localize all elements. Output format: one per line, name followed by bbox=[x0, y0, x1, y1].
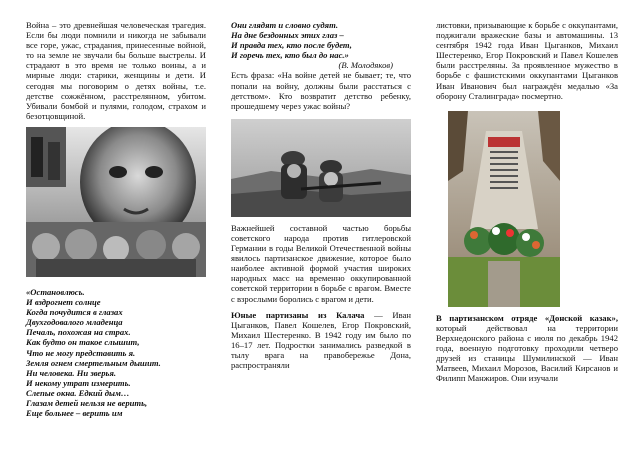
poem-line: И горечь тех, кто был до нас.» bbox=[231, 50, 349, 61]
don-cossack-heading: В партизанском отряде «Донской казак», bbox=[436, 312, 618, 323]
poem-line: И вздрогнет солнце bbox=[26, 297, 101, 308]
poem-line: Когда почудится в глазах bbox=[26, 307, 123, 318]
poem-author: (В. Молодяков) bbox=[338, 60, 393, 71]
kalach-text: — Иван Цыганков, Павел Кошелев, Егор Покровский, Михаил Шестеренко. В 1942 году им было по 16–17 лет. Подростки занимались разведкой в тылу врага на правобережье Дона, распространяли bbox=[231, 309, 411, 371]
kalach-heading: Юные партизаны из Калача bbox=[231, 309, 365, 320]
don-cossack-paragraph bbox=[436, 313, 618, 384]
boy-soldiers-photo bbox=[231, 119, 411, 217]
column-2 bbox=[231, 20, 411, 370]
war-children-collage bbox=[26, 127, 206, 277]
poem-line: Глазам детей нельзя не верить, bbox=[26, 397, 148, 408]
leaflets-paragraph: листовки, призывающие к борьбе с оккупантами, поджигали вражеские базы и автомашины. 13 сентября 1942 года Иван Цыганков, Михаил Шестеренко, Егор Покровский и Павел Кошелев были расстреляны. За проявленное мужество в борьбе с фашистскими оккупантами Цыганков Иван Иванович был награждён медалью «За оборону Сталинграда» посмертно. bbox=[436, 20, 618, 101]
poem-line: Двухгодовалого младенца bbox=[26, 317, 123, 328]
column-1 bbox=[26, 20, 206, 418]
soldiers-image bbox=[231, 119, 411, 217]
memorial-image bbox=[448, 111, 560, 307]
kalach-partisans-paragraph bbox=[231, 310, 411, 371]
childhood-paragraph: Есть фраза: «На войне детей не бывает; те, что попали на войну, должны были расстаться с детством». Кто возвратит детство ребенку, прошедшему через ужас войны? bbox=[231, 70, 411, 111]
partisan-movement-paragraph: Важнейшей составной частью борьбы советского народа против гитлеровской Германии в годы Великой Отечественной войны явилось партизанское движение, которое было наиболее активной формой участия широких народных масс на временно оккупированной советской территории в борьбе с врагом. Вместе с взрослыми боролись с врагом и дети. bbox=[231, 222, 411, 304]
poem-line: Они глядят и словно судят. bbox=[231, 20, 339, 30]
poem-line: И правда тех, кто после будет, bbox=[231, 40, 352, 51]
poem-line: Как будто он такое слышит, bbox=[26, 337, 140, 348]
poem-line: Еще больнее – верить им bbox=[26, 408, 123, 419]
poem-line: На дне бездонных этих глаз – bbox=[231, 30, 344, 41]
poem-line: «Остановлюсь. bbox=[26, 286, 85, 297]
don-cossack-text: который действовал на территории Верхнедонского района с июля по декабрь 1942 года, военную подготовку проходили четверо друзей из станицы Шумилинской — Иван Матвеев, Михаил Морозов, Василий Кирсанов и Филипп Манжиров. Они изучали bbox=[436, 322, 618, 384]
poem-continuation bbox=[231, 20, 411, 60]
poem-block bbox=[26, 287, 206, 418]
column-3 bbox=[436, 20, 618, 383]
intro-paragraph: Война – это древнейшая человеческая трагедия. Если бы люди помнили и никогда не забывали все горе, ужас, страдания, принесенные войной, то на земле не звучали бы больше выстрелы. И страдают в это время не только воины, а и мирные люди: старики, женщины и дети. И сегодня мы поговорим о детях войны, т.е. детстве сожжённом, расстрелянном, убитом. Убивали бомбой и пулями, голодом, страхом и безотцовщиной. bbox=[26, 20, 206, 121]
poem-line: Ни человека. Ни зверья. bbox=[26, 367, 117, 378]
partisan-memorial-photo bbox=[448, 111, 560, 307]
collage-image bbox=[26, 127, 206, 277]
poem-line: Слепые окна. Едкий дым… bbox=[26, 387, 130, 398]
poem-line: Что не могу представить я. bbox=[26, 347, 136, 358]
poem-line: Печаль, похожая на страх. bbox=[26, 327, 131, 338]
poem-line: И некому утрат измерить. bbox=[26, 377, 131, 388]
poem-line: Земля огнем смертельным дышит. bbox=[26, 357, 161, 368]
